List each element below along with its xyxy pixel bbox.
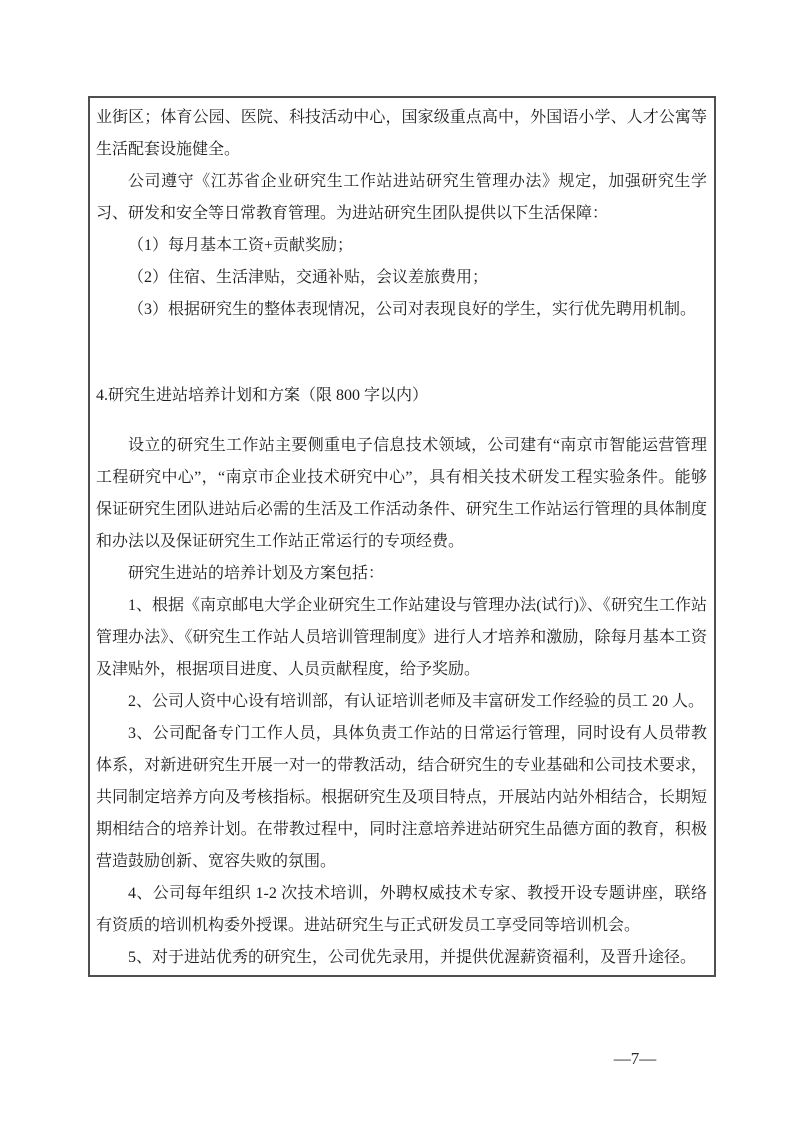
list-item-benefit-1: （1）每月基本工资+贡献奖励； bbox=[128, 237, 354, 254]
list-item-plan-5: 5、对于进站优秀的研究生，公司优先录用，并提供优渥薪资福利，及晋升途径。 bbox=[128, 949, 697, 966]
list-item-benefit-3: （3）根据研究生的整体表现情况，公司对表现良好的学生，实行优先聘用机制。 bbox=[128, 301, 697, 318]
paragraph: 公司遵守《江苏省企业研究生工作站进站研究生管理办法》规定，加强研究生学习、研发和安全等日常教育管理。为进站研究生团队提供以下生活保障： bbox=[96, 173, 707, 222]
list-item-plan-2: 2、公司人资中心设有培训部，有认证培训老师及丰富研发工作经验的员工 20 人。 bbox=[128, 693, 705, 710]
list-item-plan-4: 4、公司每年组织 1-2 次技术培训，外聘权威技术专家、教授开设专题讲座，联络有资质的培训机构委外授课。进站研究生与正式研发员工享受同等培训机会。 bbox=[96, 885, 707, 934]
list-item-benefit-2: （2）住宿、生活津贴，交通补贴，会议差旅费用； bbox=[128, 269, 489, 286]
list-item-plan-3: 3、公司配备专门工作人员，具体负责工作站的日常运行管理，同时设有人员带教体系，对新进研究生开展一对一的带教活动，结合研究生的专业基础和公司技术要求，共同制定培养方向及考核指标。根据研究生及项目特点，开展站内站外相结合，长期短期相结合的培养计划。在带教过程中，同时注意培养进站研究生品德方面的教育，积极营造鼓励创新、宽容失败的氛围。 bbox=[96, 725, 707, 870]
section4-heading: 4.研究生进站培养计划和方案（限 800 字以内） bbox=[96, 387, 429, 404]
form-table-cell bbox=[88, 96, 716, 977]
paragraph: 设立的研究生工作站主要侧重电子信息技术领域，公司建有“南京市智能运营管理工程研究中心”，“南京市企业技术研究中心”，具有相关技术研发工程实验条件。能够保证研究生团队进站后必需的生活及工作活动条件、研究生工作站运行管理的具体制度和办法以及保证研究生工作站正常运行的专项经费。 bbox=[96, 437, 707, 550]
list-item-plan-1: 1、根据《南京邮电大学企业研究生工作站建设与管理办法(试行)》、《研究生工作站管理办法》、《研究生工作站人员培训管理制度》进行人才培养和激励，除每月基本工资及津贴外，根据项目进度、人员贡献程度，给予奖励。 bbox=[96, 597, 707, 678]
page-number: —7— bbox=[613, 1049, 657, 1068]
paragraph: 业街区；体育公园、医院、科技活动中心，国家级重点高中，外国语小学、人才公寓等生活配套设施健全。 bbox=[96, 109, 707, 158]
paragraph: 研究生进站的培养计划及方案包括： bbox=[128, 565, 385, 582]
